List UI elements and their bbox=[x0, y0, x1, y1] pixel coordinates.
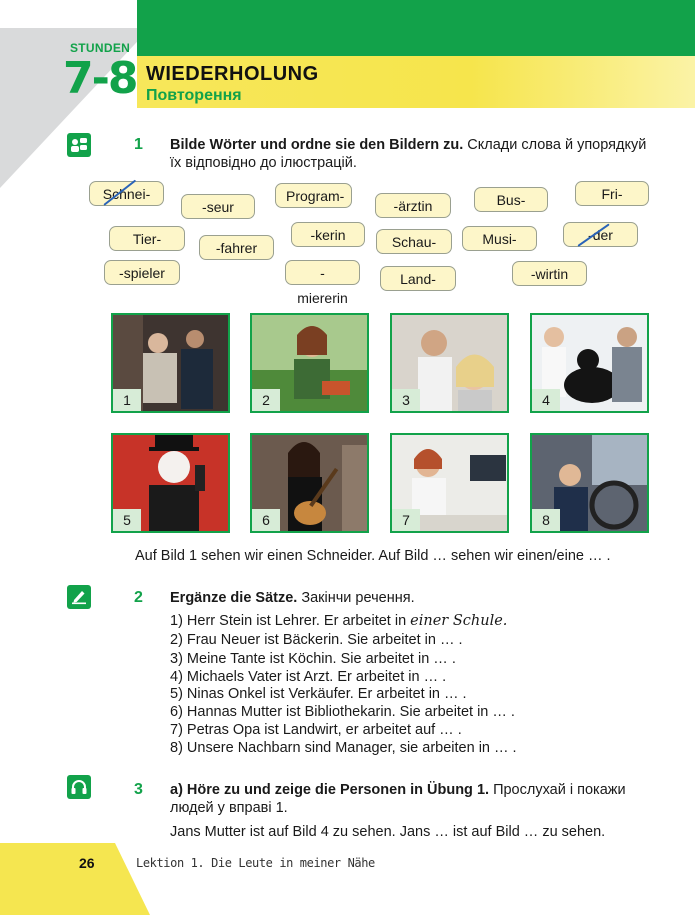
sentence-line: 6) Hannas Mutter ist Bibliothekarin. Sie arbeitet in … . bbox=[170, 704, 515, 720]
sentence-line: 8) Unsere Nachbarn sind Manager, sie arbeiten in … . bbox=[170, 740, 517, 756]
word-chip[interactable]: -kerin bbox=[291, 222, 365, 247]
photo-mime[interactable] bbox=[111, 433, 230, 533]
word-chip[interactable]: Schnei- bbox=[89, 181, 164, 206]
photo-number: 2 bbox=[252, 389, 280, 411]
sentence-line: 2) Frau Neuer ist Bäckerin. Sie arbeitet in … . bbox=[170, 632, 463, 648]
word-chip[interactable]: Tier- bbox=[109, 226, 185, 251]
task-2-instruction bbox=[170, 589, 415, 607]
photo-number: 1 bbox=[113, 389, 141, 411]
sentence-line: 4) Michaels Vater ist Arzt. Er arbeitet in … . bbox=[170, 669, 447, 685]
photo-number: 3 bbox=[392, 389, 420, 411]
task-3-instruction-rest: Прослухай і покажи bbox=[489, 782, 626, 798]
task-2-number: 2 bbox=[134, 589, 143, 606]
photo-musician[interactable] bbox=[250, 433, 369, 533]
task-2-instruction-rest: Закінчи речення. bbox=[297, 590, 415, 606]
page-title: WIEDERHOLUNG bbox=[146, 63, 319, 85]
word-chip[interactable]: -wirtin bbox=[512, 261, 587, 286]
task-1-instruction-bold: Bilde Wörter und ordne sie den Bildern zu. bbox=[170, 137, 464, 153]
photo-number: 5 bbox=[113, 509, 141, 531]
sentence-text: 1) Herr Stein ist Lehrer. Er arbeitet in bbox=[170, 613, 411, 629]
task-1-number: 1 bbox=[134, 136, 143, 153]
task-1-instruction bbox=[170, 136, 660, 154]
task-3-sentence: Jans Mutter ist auf Bild 4 zu sehen. Jans … ist auf Bild … zu sehen. bbox=[170, 824, 606, 840]
sentence-line: 7) Petras Opa ist Landwirt, er arbeitet auf … . bbox=[170, 722, 462, 738]
task-3-instruction bbox=[170, 781, 660, 799]
word-chip[interactable]: -ärztin bbox=[375, 193, 451, 218]
photo-bus-driver[interactable] bbox=[530, 433, 649, 533]
word-chip[interactable]: Land- bbox=[380, 266, 456, 291]
task-3-instruction-bold: a) Höre zu und zeige die Personen in Übung 1. bbox=[170, 782, 490, 798]
task-1-instruction-rest: Склади слова й упорядкуй bbox=[463, 137, 647, 153]
photo-number: 6 bbox=[252, 509, 280, 531]
photo-number: 4 bbox=[532, 389, 560, 411]
word-chip[interactable]: Program- bbox=[275, 183, 352, 208]
word-chip[interactable]: -der bbox=[563, 222, 638, 247]
word-chip[interactable]: Bus- bbox=[474, 187, 548, 212]
task-2-instruction-bold: Ergänze die Sätze. bbox=[170, 590, 298, 606]
footer-yellow-shape bbox=[0, 843, 695, 915]
header-green-bar bbox=[137, 0, 695, 56]
word-chip[interactable]: -spieler bbox=[104, 260, 180, 285]
sentence-line: 5) Ninas Onkel ist Verkäufer. Er arbeitet in … . bbox=[170, 686, 467, 702]
word-chip[interactable]: Musi- bbox=[462, 226, 537, 251]
word-chip[interactable]: -fahrer bbox=[199, 235, 274, 260]
pencil-icon bbox=[67, 585, 91, 609]
word-chip[interactable]: -seur bbox=[181, 194, 255, 219]
stunden-label: STUNDEN bbox=[70, 41, 131, 55]
sentence-line bbox=[170, 613, 507, 629]
photo-tailor[interactable] bbox=[111, 313, 230, 413]
photo-hairdresser[interactable] bbox=[390, 313, 509, 413]
photo-number: 7 bbox=[392, 509, 420, 531]
task-3-instruction-line2: людей у вправі 1. bbox=[170, 800, 288, 816]
photo-office[interactable] bbox=[390, 433, 509, 533]
task-1-instruction-line2: їх відповідно до ілюстрацій. bbox=[170, 155, 357, 171]
photo-vet[interactable] bbox=[530, 313, 649, 413]
footer-lesson-text: Lektion 1. Die Leute in meiner Nähe bbox=[136, 856, 375, 870]
headphones-icon bbox=[67, 775, 91, 799]
word-chip[interactable]: -miererin bbox=[285, 260, 360, 285]
handwritten-answer: einer Schule. bbox=[410, 613, 508, 629]
lesson-numbers: 7-8 bbox=[63, 53, 137, 104]
task-1-example-sentence: Auf Bild 1 sehen wir einen Schneider. Auf Bild … sehen wir einen/eine … . bbox=[135, 548, 611, 564]
page-subtitle: Повторення bbox=[146, 87, 242, 104]
word-chip[interactable]: Fri- bbox=[575, 181, 649, 206]
photo-farmer[interactable] bbox=[250, 313, 369, 413]
word-chip[interactable]: Schau- bbox=[376, 229, 452, 254]
photo-number: 8 bbox=[532, 509, 560, 531]
page-number: 26 bbox=[79, 855, 95, 871]
task-3-number: 3 bbox=[134, 781, 143, 798]
dialogue-icon bbox=[67, 133, 91, 157]
sentence-line: 3) Meine Tante ist Köchin. Sie arbeitet in … . bbox=[170, 651, 456, 667]
